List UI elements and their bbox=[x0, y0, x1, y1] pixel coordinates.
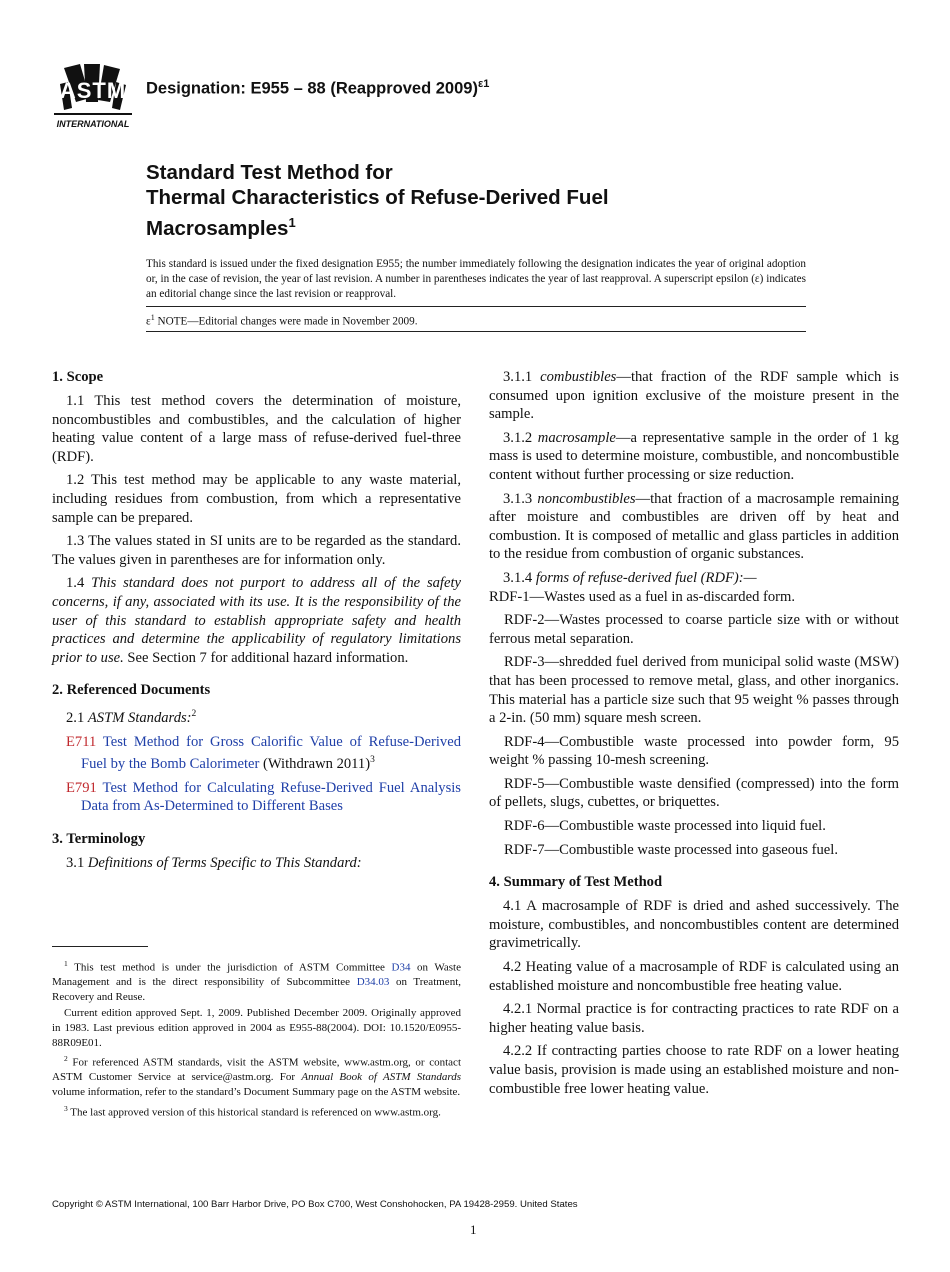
rdf-form-item: RDF-3—shredded fuel derived from municipal solid waste (MSW) that has been processed to remove metal, glass, and other inorganics. This material has a particle size such that 95 weight % passes through a 2-in. (50 mm) square mesh screen. bbox=[489, 654, 899, 727]
section-referenced-documents-heading: 2. Referenced Documents bbox=[52, 682, 211, 699]
svg-text:ASTM: ASTM bbox=[59, 78, 127, 103]
paragraph: 4.1 A macrosample of RDF is dried and ashed successively. The moisture, combustibles, and noncombustibles content are determined gravimetrically. bbox=[489, 898, 899, 952]
paragraph: 1.3 The values stated in SI units are to be regarded as the standard. The values given in parentheses are for information only. bbox=[52, 533, 461, 568]
footnotes bbox=[52, 957, 461, 1122]
svg-text:INTERNATIONAL: INTERNATIONAL bbox=[56, 119, 130, 129]
rdf-form-item: RDF-6—Combustible waste processed into liquid fuel. bbox=[504, 818, 826, 835]
section-scope-heading: 1. Scope bbox=[52, 369, 104, 385]
divider bbox=[146, 306, 806, 307]
ref-title-link[interactable]: Test Method for Calculating Refuse-Derived Fuel Analysis Data from As-Determined to Different Bases bbox=[81, 779, 461, 815]
astm-logo bbox=[50, 62, 136, 136]
paragraph: 1.4 This standard does not purport to address all of the safety concerns, if any, associated with its use. It is the responsibility of the user of this standard to establish appropriate safety and health practices and determine the applicability of regulatory limitations prior to use. See Section 7 for additional hazard information. bbox=[52, 575, 461, 666]
paragraph: 4.2.1 Normal practice is for contracting practices to rate RDF on a higher heating value basis. bbox=[489, 1001, 899, 1036]
ref-title-link[interactable]: Test Method for Gross Calorific Value of Refuse-Derived Fuel by the Bomb Calorimeter bbox=[81, 733, 461, 773]
page-number: 1 bbox=[470, 1222, 477, 1237]
designation: Designation: E955 – 88 (Reapproved 2009)$^{\varepsilon 1}$ bbox=[146, 78, 490, 98]
reference-e791 bbox=[66, 779, 461, 816]
copyright-notice: Copyright © ASTM International, 100 Barr Harbor Drive, PO Box C700, West Conshohocken, PA 19428-2959. United States bbox=[52, 1199, 578, 1210]
rdf-form-item: RDF-7—Combustible waste processed into gaseous fuel. bbox=[504, 841, 838, 858]
issuance-statement: This standard is issued under the fixed designation E955; the number immediately following the designation indicates the year of original adoption or, in the case of revision, the year of last revision. A number in parentheses indicates the year of last reapproval. A superscript epsilon (ε) indicates an editorial change since the last revision or reapproval. bbox=[146, 258, 806, 300]
rdf-form-item: RDF-5—Combustible waste densified (compressed) into the form of pellets, slugs, cubettes, or briquettes. bbox=[489, 775, 899, 811]
paragraph: 1.1 This test method covers the determination of moisture, noncombustibles and combustibles, and the calculation of higher heating value content of a large mass of refuse-derived fuel-three (RDF). bbox=[52, 393, 461, 465]
footnote-3: $^3$ The last approved version of this historical standard is referenced on www.astm.org. bbox=[64, 1103, 441, 1119]
section-summary-heading: 4. Summary of Test Method bbox=[489, 874, 663, 891]
definition-rdf-forms: 3.1.4 forms of refuse-derived fuel (RDF):— bbox=[503, 569, 757, 586]
rdf-form-item: RDF-1—Wastes used as a fuel in as-discarded form. bbox=[489, 588, 796, 605]
footnote-1: $^1$ This test method is under the jurisdiction of ASTM Committee D34 on Waste Management and is the direct responsibility of Subcommittee D34.03 on Treatment, Recovery and Reuse. bbox=[52, 959, 462, 1003]
left-column bbox=[52, 368, 461, 878]
section-terminology-heading: 3. Terminology bbox=[52, 831, 146, 847]
document-title: Standard Test Method for Thermal Characteristics of Refuse-Derived Fuel Macrosamples$^1$ bbox=[146, 161, 609, 240]
committee-link[interactable]: D34 bbox=[391, 961, 411, 974]
paragraph: 3.1 Definitions of Terms Specific to This Standard: bbox=[66, 855, 362, 871]
paragraph: 1.2 This test method may be applicable to any waste material, including residues from combustion, from which a representative sample can be prepared. bbox=[52, 472, 461, 526]
editorial-note: $\varepsilon^1$ NOTE—Editorial changes were made in November 2009. bbox=[146, 313, 418, 328]
footnote-divider bbox=[52, 946, 148, 947]
paragraph: 2.1 ASTM Standards:$^2$ bbox=[66, 709, 197, 727]
reference-e711: E711 Test Method for Gross Calorific Value of Refuse-Derived Fuel by the Bomb Calorimeter (Withdrawn 2011)$^3$ bbox=[66, 733, 461, 773]
definition-combustibles: 3.1.1 combustibles—that fraction of the RDF sample which is consumed upon ignition exclusive of the moisture present in the sample. bbox=[489, 369, 899, 423]
paragraph: 4.2 Heating value of a macrosample of RDF is calculated using an established moisture and noncombustible free heating value. bbox=[489, 959, 899, 994]
definition-macrosample: 3.1.2 macrosample—a representative sample in the order of 1 kg mass is used to determine moisture, combustible, and noncombustible content without further processing or size reduction. bbox=[489, 429, 899, 483]
ref-code-link[interactable]: E791 bbox=[66, 779, 97, 796]
paragraph: 4.2.2 If contracting parties choose to rate RDF on a lower heating value basis, provision is made using an established moisture and non-combustible free lower heating value. bbox=[489, 1043, 899, 1097]
ref-code-link[interactable]: E711 bbox=[66, 733, 97, 750]
right-column bbox=[489, 368, 899, 1103]
footnote-2: $^2$ For referenced ASTM standards, visit the ASTM website, www.astm.org, or contact ASTM Customer Service at service@astm.org. For Annual Book of ASTM Standards volume information, refer to the standard’s Document Summary page on the ASTM website. bbox=[52, 1054, 461, 1099]
divider bbox=[146, 331, 806, 332]
definition-noncombustibles: 3.1.3 noncombustibles—that fraction of a macrosample remaining after moisture and combustibles are driven off by heat and combustion. It is composed of metallic and glass particles in addition to the residue from combustion of organic substances. bbox=[489, 490, 899, 563]
rdf-form-item: RDF-2—Wastes processed to coarse particle size with or without ferrous metal separation. bbox=[489, 612, 899, 647]
subcommittee-link[interactable]: D34.03 bbox=[356, 976, 390, 989]
rdf-form-item: RDF-4—Combustible waste processed into powder form, 95 weight % passing 10-mesh screening. bbox=[489, 733, 899, 769]
footnote-edition: Current edition approved Sept. 1, 2009. Published December 2009. Originally approved in 1983. Last previous edition approved in 2004 as E955-88(2004). DOI: 10.1520/E0955-88R09E01. bbox=[52, 1007, 461, 1049]
